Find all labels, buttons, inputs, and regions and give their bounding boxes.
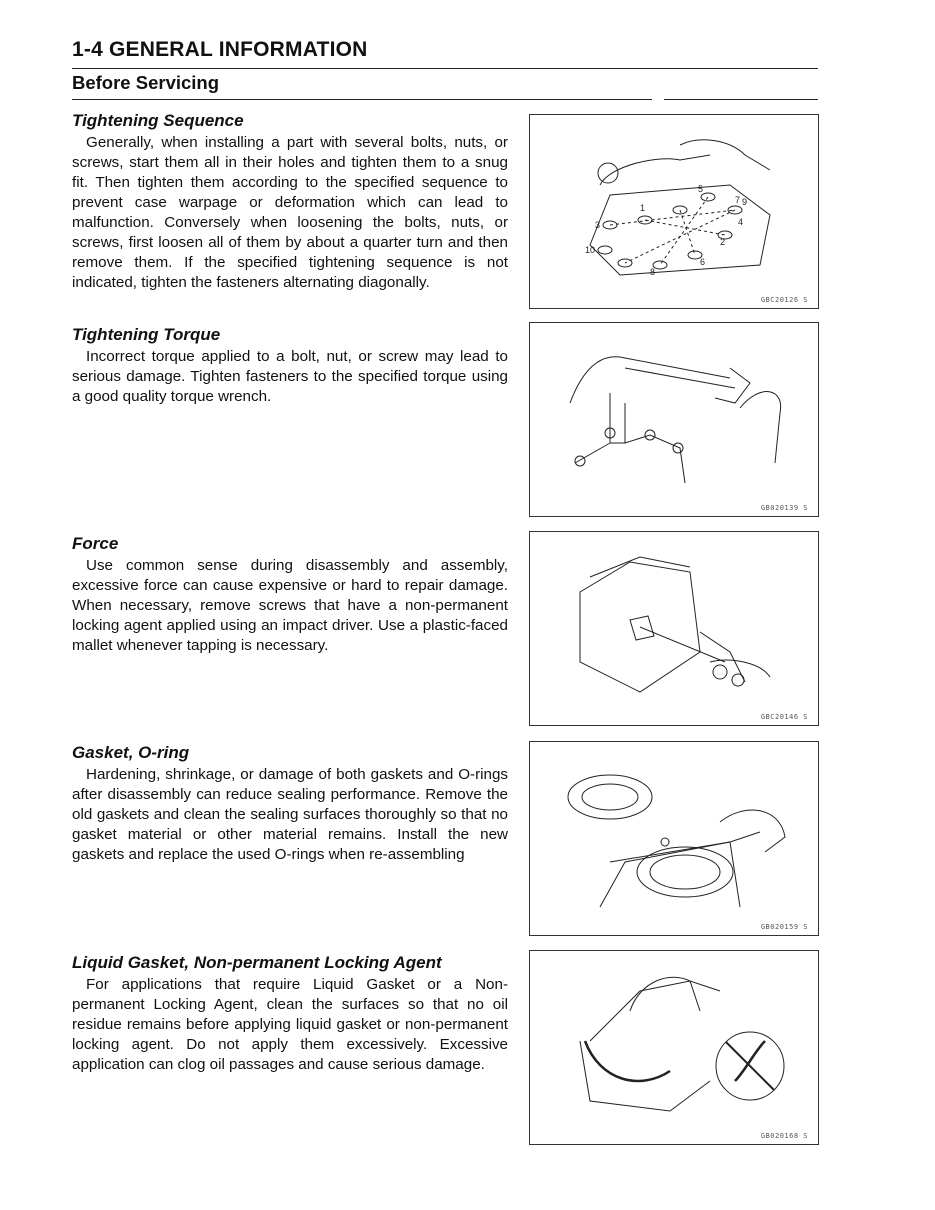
plastic-mallet-illustration <box>530 532 818 725</box>
liquid-gasket-illustration <box>530 951 818 1144</box>
section-body: Generally, when installing a part with several bolts, nuts, or screws, start them all in their holes and tighten them to a snug fit. Then tighten them according to the specified sequence to prevent case warpage or deformation which can lead to malfunction. Conversely when loosening the bolts, nuts, or screws, first loosen all of them by about a quarter turn and then remove them. If the specified tightening sequence is not indicated, tighten the fasteners alternating diagonally. <box>72 134 508 291</box>
figure-liquid-gasket <box>529 950 819 1145</box>
figure-force <box>529 531 819 726</box>
section-liquid-gasket <box>72 953 508 1075</box>
bolt-label: 5 <box>698 184 704 194</box>
bolt-label: 9 <box>742 197 748 207</box>
bolt-label: 8 <box>650 267 656 277</box>
section-gasket-oring <box>72 743 508 865</box>
section-body: For applications that require Liquid Gasket or a Non-permanent Locking Agent, clean the surfaces so that no oil residue remains before applying liquid gasket or non-permanent locking agent. Do not apply them excessively. Excessive application can clog oil passages and cause serious damage. <box>72 976 508 1073</box>
section-title: Before Servicing <box>72 72 220 93</box>
section-heading: Tightening Sequence <box>72 111 244 130</box>
bolt-label: 7 <box>735 195 741 205</box>
bolt-label: 2 <box>720 237 726 247</box>
section-heading: Tightening Torque <box>72 325 221 344</box>
section-tightening-sequence <box>72 111 508 293</box>
header-rule <box>72 68 818 69</box>
bolt-label: 6 <box>700 257 706 267</box>
section-rule <box>72 99 652 100</box>
bolt-label: 1 <box>640 203 646 213</box>
figure-code: GB020168 S <box>760 1132 808 1140</box>
bolt-label: 3 <box>595 220 601 230</box>
section-heading: Force <box>72 534 119 553</box>
section-rule-right <box>664 99 818 100</box>
section-tightening-torque <box>72 325 508 407</box>
engine-bolt-sequence-illustration <box>530 115 818 308</box>
section-body: Use common sense during disassembly and assembly, excessive force can cause expensive or hard to repair damage. When necessary, remove screws that have a non-permanent locking agent applied using an impact driver. Use a plastic-faced mallet whenever tapping is necessary. <box>72 557 508 654</box>
section-force <box>72 534 508 656</box>
section-body: Incorrect torque applied to a bolt, nut, or screw may lead to serious damage. Tighten fasteners to the specified torque using a good quality torque wrench. <box>72 348 508 405</box>
figure-code: GBC20146 S <box>760 713 808 721</box>
torque-wrench-illustration <box>530 323 818 516</box>
figure-tightening-sequence <box>529 114 819 309</box>
figure-gasket-oring <box>529 741 819 936</box>
figure-code: GBC20126 S <box>760 296 808 304</box>
bolt-label: 10 <box>585 245 596 255</box>
page-title: 1-4 GENERAL INFORMATION <box>72 38 368 61</box>
figure-code: GB020139 S <box>760 504 808 512</box>
gasket-scraping-illustration <box>530 742 818 935</box>
section-heading: Liquid Gasket, Non-permanent Locking Agent <box>72 953 442 972</box>
figure-tightening-torque <box>529 322 819 517</box>
section-heading: Gasket, O-ring <box>72 743 190 762</box>
figure-code: GB020159 S <box>760 923 808 931</box>
bolt-label: 4 <box>738 217 744 227</box>
section-body: Hardening, shrinkage, or damage of both gaskets and O-rings after disassembly can reduce sealing performance. Remove the old gaskets and clean the sealing surfaces thoroughly so that no gasket material or other material remains. Install the new gaskets and replace the used O-rings when re-assembling <box>72 766 508 863</box>
